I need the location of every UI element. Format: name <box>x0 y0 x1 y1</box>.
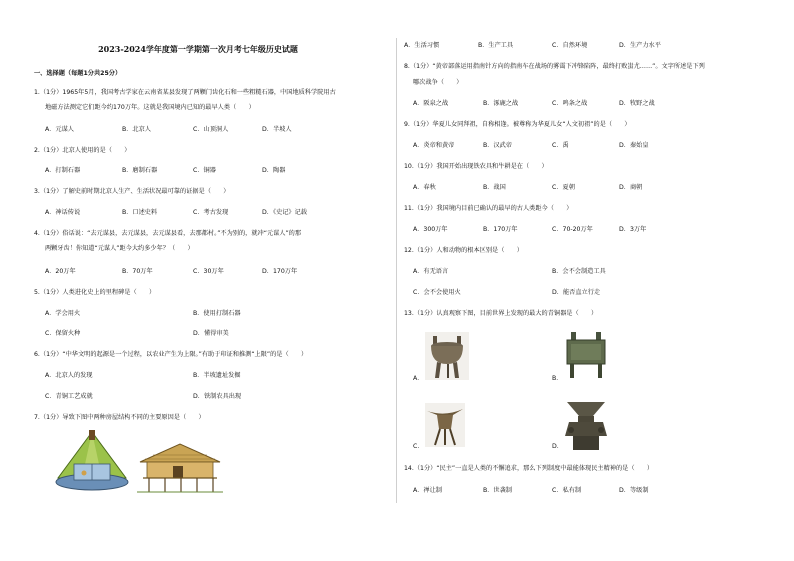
q3-stem: 3.（1分）了解史前时期北京人生产、生活状况最可靠的证据是（ ） <box>34 188 230 195</box>
q1-stem-line2: 地磁方法测定它们距今约170万年。这就是我国境内已知的最早人类（ ） <box>45 104 255 111</box>
stilt-house-illustration <box>135 440 225 495</box>
q4-option-a[interactable]: A．20万年 <box>45 268 76 275</box>
q11-option-c[interactable]: C．70-20万年 <box>552 226 593 233</box>
q14-stem: 14.（1分）“民主”一直是人类的不懈追求，那么下列制度中最能体现民主精神的是（ ） <box>404 465 654 472</box>
q3-option-b[interactable]: B．口述史料 <box>122 209 158 216</box>
q13-stem: 13.（1分）认真观察下图，目前世界上发现的最大的青铜器是（ ） <box>404 310 598 317</box>
q2-option-b[interactable]: B．磨制石器 <box>122 167 158 174</box>
bronze-jue-image <box>425 403 465 447</box>
q12-stem: 12.（1分）人和动物的根本区别是（ ） <box>404 247 523 254</box>
q5-option-a[interactable]: A．学会用火 <box>45 310 81 317</box>
q4-option-c[interactable]: C．30万年 <box>193 268 224 275</box>
q2-option-c[interactable]: C．铜器 <box>193 167 216 174</box>
q6-stem: 6.（1分）“中华文明的起源是一个过程，以农业产生为上限。”有助于印证和推测“上限”的是（ ） <box>34 351 308 358</box>
q8-stem-line1: 8.（1分）“黄帝部落运用指南针方向的指南车在战场的雾霭下冲锋陷阵，最终打败蚩尤……”。文字所述是下列 <box>404 63 705 70</box>
q8-option-c[interactable]: C．鸣条之战 <box>552 100 588 107</box>
q7-option-b[interactable]: B．生产工具 <box>478 42 514 49</box>
q4-stem-line1: 4.（1分）俗话说：“去元谋县，去元谋县，去元谋县看，去那都村。”不为别的，就冲“元谋人”的那 <box>34 230 302 237</box>
q6-option-d[interactable]: D．铁制农具出现 <box>193 393 242 400</box>
q9-option-d[interactable]: D．秦始皇 <box>619 142 649 149</box>
q5-option-d[interactable]: D．懂得审美 <box>193 330 229 337</box>
q9-stem: 9.（1分）华夏儿女同拜祖，自称相逢。被尊称为华夏儿女“人文初祖”的是（ ） <box>404 121 631 128</box>
q10-option-b[interactable]: B．战国 <box>483 184 506 191</box>
q6-option-a[interactable]: A．北京人的发现 <box>45 372 93 379</box>
q7-option-a[interactable]: A．生活习惯 <box>404 42 440 49</box>
q13-label-a[interactable]: A． <box>413 375 424 382</box>
q14-option-d[interactable]: D．等级制 <box>619 487 649 494</box>
column-divider <box>396 38 397 503</box>
q13-label-c[interactable]: C． <box>413 443 424 450</box>
q11-option-b[interactable]: B．170万年 <box>483 226 518 233</box>
q12-option-b[interactable]: B．会不会制造工具 <box>552 268 606 275</box>
q7-option-d[interactable]: D．生产力水平 <box>619 42 661 49</box>
q10-option-c[interactable]: C．夏朝 <box>552 184 575 191</box>
q6-option-b[interactable]: B．半坡遗址发掘 <box>193 372 241 379</box>
q6-option-c[interactable]: C．青铜工艺成就 <box>45 393 93 400</box>
q1-stem-line1: 1.（1分）1965年5月，我国考古学家在云南省某县发现了两颗门齿化石和一些粗糙石器，中国地质科学院用古 <box>34 89 336 96</box>
exam-title: 2023-2024学年度第一学期第一次月考七年级历史试题 <box>98 44 298 54</box>
q8-stem-line2: 哪次战争（ ） <box>413 79 463 86</box>
q4-option-b[interactable]: B．70万年 <box>122 268 153 275</box>
section-heading: 一、选择题（每题1分共25分） <box>34 70 122 77</box>
q2-stem: 2.（1分）北京人使用的是（ ） <box>34 147 131 154</box>
q13-label-d[interactable]: D． <box>552 443 563 450</box>
q10-option-d[interactable]: D．商朝 <box>619 184 643 191</box>
four-ram-zun-image <box>563 400 609 452</box>
q11-option-d[interactable]: D．3万年 <box>619 226 647 233</box>
q1-option-c[interactable]: C．山顶洞人 <box>193 126 229 133</box>
simuwu-ding-image <box>561 330 611 380</box>
q5-option-c[interactable]: C．保留火种 <box>45 330 81 337</box>
q11-stem: 11.（1分）我国境内目前已确认的最早的古人类距今（ ） <box>404 205 573 212</box>
q14-option-a[interactable]: A．禅让制 <box>413 487 442 494</box>
q10-option-a[interactable]: A．春秋 <box>413 184 436 191</box>
q2-option-d[interactable]: D．陶器 <box>262 167 286 174</box>
q14-option-b[interactable]: B．世袭制 <box>483 487 512 494</box>
q12-option-a[interactable]: A．有无语言 <box>413 268 449 275</box>
q2-option-a[interactable]: A．打制石器 <box>45 167 81 174</box>
q7-option-c[interactable]: C．自然环境 <box>552 42 588 49</box>
q4-stem-line2: 两颗牙齿！你知道“元谋人”距今大约多少年？（ ） <box>45 245 194 252</box>
q4-option-d[interactable]: D．170万年 <box>262 268 298 275</box>
q10-stem: 10.（1分）我国开始出现铁农具和牛耕是在（ ） <box>404 163 548 170</box>
q12-option-c[interactable]: C．会不会使用火 <box>413 289 461 296</box>
q1-option-b[interactable]: B．北京人 <box>122 126 151 133</box>
q7-stem: 7.（1分）导致下图中两种房屋结构不同的主要原因是（ ） <box>34 414 205 421</box>
q8-option-d[interactable]: D．牧野之战 <box>619 100 655 107</box>
q9-option-b[interactable]: B．汉武帝 <box>483 142 512 149</box>
q1-option-a[interactable]: A．元谋人 <box>45 126 74 133</box>
q13-label-b[interactable]: B． <box>552 375 563 382</box>
q8-option-a[interactable]: A．阪泉之战 <box>413 100 449 107</box>
q9-option-c[interactable]: C．禹 <box>552 142 569 149</box>
q5-stem: 5.（1分）人类进化史上的里程碑是（ ） <box>34 289 156 296</box>
q14-option-c[interactable]: C．私有制 <box>552 487 582 494</box>
q11-option-a[interactable]: A．300万年 <box>413 226 448 233</box>
round-hut-illustration <box>52 430 132 495</box>
q3-option-d[interactable]: D．《史记》记载 <box>262 209 307 216</box>
q8-option-b[interactable]: B．涿鹿之战 <box>483 100 519 107</box>
q1-option-d[interactable]: D．半坡人 <box>262 126 292 133</box>
q5-option-b[interactable]: B．使用打制石器 <box>193 310 241 317</box>
q9-option-a[interactable]: A．炎帝和黄帝 <box>413 142 455 149</box>
q3-option-a[interactable]: A．神话传说 <box>45 209 81 216</box>
q12-option-d[interactable]: D．能否直立行走 <box>552 289 601 296</box>
q3-option-c[interactable]: C．考古发现 <box>193 209 229 216</box>
bronze-tripod-ding-image <box>425 332 469 380</box>
